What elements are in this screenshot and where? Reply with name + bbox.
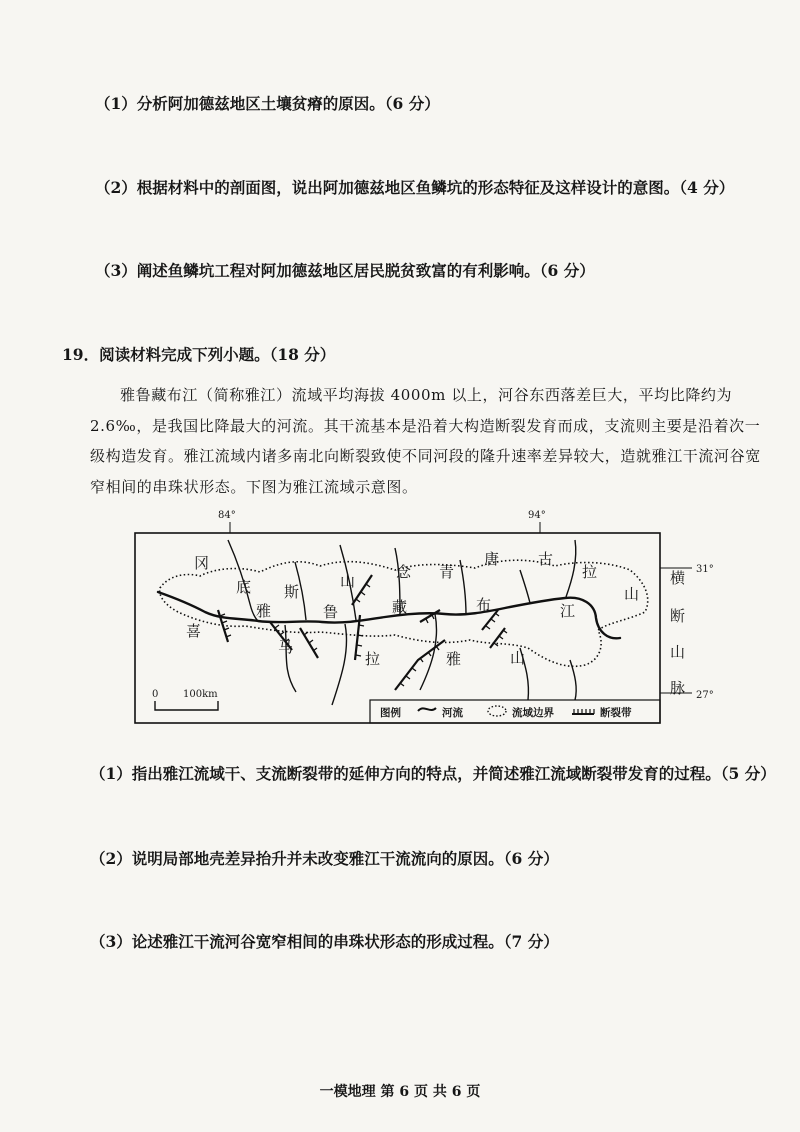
legend-fault: 断裂带 xyxy=(600,707,632,719)
lat-31-label: 31° xyxy=(696,564,714,575)
himalaya-label xyxy=(186,622,525,668)
svg-text:山: 山 xyxy=(624,585,640,603)
yarlung-basin-map xyxy=(0,500,800,730)
fault-ticks xyxy=(220,584,507,686)
svg-text:断: 断 xyxy=(670,607,686,625)
svg-text:山: 山 xyxy=(510,649,526,667)
svg-text:马: 马 xyxy=(278,638,294,656)
gangdise-label xyxy=(194,554,355,601)
svg-text:底: 底 xyxy=(236,578,252,596)
question-3: （3）阐述鱼鳞坑工程对阿加德兹地区居民脱贫致富的有利影响。（6 分） xyxy=(95,261,595,280)
svg-text:念: 念 xyxy=(396,563,412,581)
svg-text:喜: 喜 xyxy=(186,622,202,640)
svg-text:0: 0 xyxy=(152,689,159,700)
svg-text:山: 山 xyxy=(340,572,356,590)
svg-text:脉: 脉 xyxy=(670,679,686,697)
material-text: 雅鲁藏布江（简称雅江）流域平均海拔 4000m 以上，河谷东西落差巨大，平均比降约为 2.6‰，是我国比降最大的河流。其干流基本是沿着大构造断裂发育而成，支流则主要是沿着次一级构造发育。雅江流域内诸多南北向断裂致使不同河段的隆升速率差异较大，造就雅江干流河谷宽窄相间的串珠状形态。下图为雅江流域示意图。 xyxy=(90,386,761,496)
nianqing-label xyxy=(396,550,639,603)
page-footer: 一模地理 第 6 页 共 6 页 xyxy=(319,1084,481,1100)
map-legend xyxy=(370,700,660,723)
legend-river-symbol xyxy=(418,708,436,711)
hengduan-label xyxy=(670,569,685,697)
svg-text:100km: 100km xyxy=(183,689,218,700)
legend-boundary-symbol xyxy=(488,706,506,716)
question-1: （1）分析阿加德兹地区土壤贫瘠的原因。（6 分） xyxy=(95,94,440,113)
svg-text:鲁: 鲁 xyxy=(323,603,339,621)
svg-text:唐: 唐 xyxy=(484,550,500,568)
svg-text:江: 江 xyxy=(560,602,576,620)
main-river xyxy=(158,592,620,638)
lon-94-label: 94° xyxy=(528,510,546,521)
sub-question-2: （2）说明局部地壳差异抬升并未改变雅江干流流向的原因。（6 分） xyxy=(90,849,559,868)
sub-question-1: （1）指出雅江流域干、支流断裂带的延伸方向的特点，并简述雅江流域断裂带发育的过程。（5 分） xyxy=(90,764,776,783)
svg-text:斯: 斯 xyxy=(284,583,300,601)
svg-text:青: 青 xyxy=(439,563,455,581)
svg-text:拉: 拉 xyxy=(582,563,598,581)
legend-boundary: 流域边界 xyxy=(512,707,554,719)
svg-text:横: 横 xyxy=(670,569,686,587)
lon-84-label: 84° xyxy=(218,510,236,521)
lat-27-label: 27° xyxy=(696,690,714,701)
svg-text:古: 古 xyxy=(538,550,554,568)
svg-text:冈: 冈 xyxy=(194,554,210,572)
legend-fault-symbol xyxy=(572,709,594,714)
svg-text:布: 布 xyxy=(476,596,492,614)
question-19-heading: 19．阅读材料完成下列小题。（18 分） xyxy=(62,345,336,364)
question-2: （2）根据材料中的剖面图，说出阿加德兹地区鱼鳞坑的形态特征及这样设计的意图。（4 分） xyxy=(95,178,735,197)
scale-bar xyxy=(152,689,218,710)
svg-text:雅: 雅 xyxy=(446,650,462,668)
svg-text:拉: 拉 xyxy=(365,650,381,668)
svg-text:山: 山 xyxy=(670,643,686,661)
svg-text:藏: 藏 xyxy=(392,598,408,616)
material-paragraph xyxy=(90,380,770,502)
svg-text:雅: 雅 xyxy=(256,602,272,620)
legend-river: 河流 xyxy=(442,707,463,719)
sub-question-3: （3）论述雅江干流河谷宽窄相间的串珠状形态的形成过程。（7 分） xyxy=(90,932,559,951)
legend-title: 图例 xyxy=(380,707,401,719)
